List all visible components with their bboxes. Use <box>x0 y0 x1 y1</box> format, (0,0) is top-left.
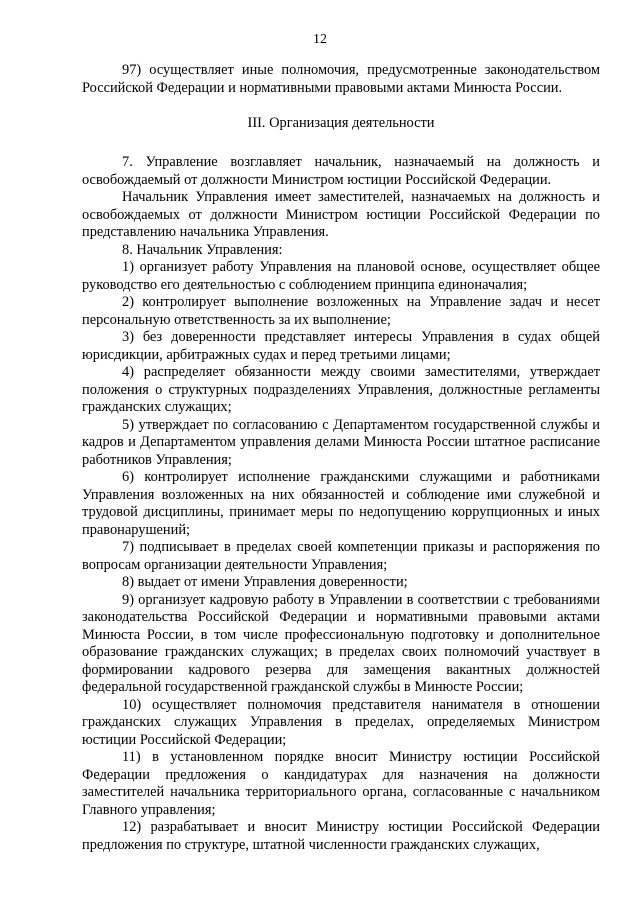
list-item-3: 3) без доверенности представляет интересы Управления в судах общей юрисдикции, арбитражных судах и перед третьими лицами; <box>82 329 600 363</box>
item-97: 97) осуществляет иные полномочия, предусмотренные законодательством Российской Федерации и нормативными правовыми актами Минюста России. <box>82 62 600 96</box>
list-item-6: 6) контролирует исполнение гражданскими служащими и работниками Управления возложенных на них обязанностей и соблюдение ими служебной и трудовой дисциплины, принимает меры по недопущению коррупционных и иных правонарушений; <box>82 469 600 538</box>
list-item-10: 10) осуществляет полномочия представителя нанимателя в отношении гражданских служащих Управления в пределах, определяемых Министром юстиции Российской Федерации; <box>82 696 600 748</box>
list-item-5: 5) утверждает по согласованию с Департаментом государственной службы и кадров и Департаментом управления делами Минюста России штатное расписание работников Управления; <box>82 416 600 468</box>
section-title: III. Организация деятельности <box>247 115 435 131</box>
list-item-12: 12) разрабатывает и вносит Министру юстиции Российской Федерации предложения по структуре, штатной численности гражданских служащих, <box>82 819 600 853</box>
list-item-11: 11) в установленном порядке вносит Министру юстиции Российской Федерации предложения о кандидатурах для назначения на должности заместителей начальника территориального органа, согласованные с начальником Главного управления; <box>82 749 600 818</box>
list-item-7: 7) подписывает в пределах своей компетенции приказы и распоряжения по вопросам организации деятельности Управления; <box>82 539 600 573</box>
paragraph-7: 7. Управление возглавляет начальник, назначаемый на должность и освобождаемый от должности Министром юстиции Российской Федерации. <box>82 154 600 188</box>
page-number: 12 <box>313 32 327 47</box>
paragraph-8: 8. Начальник Управления: <box>122 241 283 258</box>
list-item-2: 2) контролирует выполнение возложенных на Управление задач и несет персональную ответственность за их выполнение; <box>82 294 600 328</box>
list-item-9: 9) организует кадровую работу в Управлении в соответствии с требованиями законодательства Российской Федерации и нормативными правовыми актами Минюста России, в том числе профессиональную подготовку и дополнительное образование гражданских служащих; в пределах своих полномочий участвует в формировании кадрового резерва для замещения вакантных должностей федеральной государственной гражданской службы в Минюсте России; <box>82 591 600 695</box>
paragraph-deputies: Начальник Управления имеет заместителей, назначаемых на должность и освобождаемых от должности Министром юстиции Российской Федерации по представлению начальника Управления. <box>82 189 600 240</box>
list-item-4: 4) распределяет обязанности между своими заместителями, утверждает положения о структурных подразделениях Управления, должностные регламенты гражданских служащих; <box>82 364 600 415</box>
list-item-8: 8) выдает от имени Управления доверенности; <box>122 574 408 590</box>
list-item-1: 1) организует работу Управления на плановой основе, осуществляет общее руководство его деятельностью с соблюдением принципа единоначалия; <box>82 259 600 293</box>
